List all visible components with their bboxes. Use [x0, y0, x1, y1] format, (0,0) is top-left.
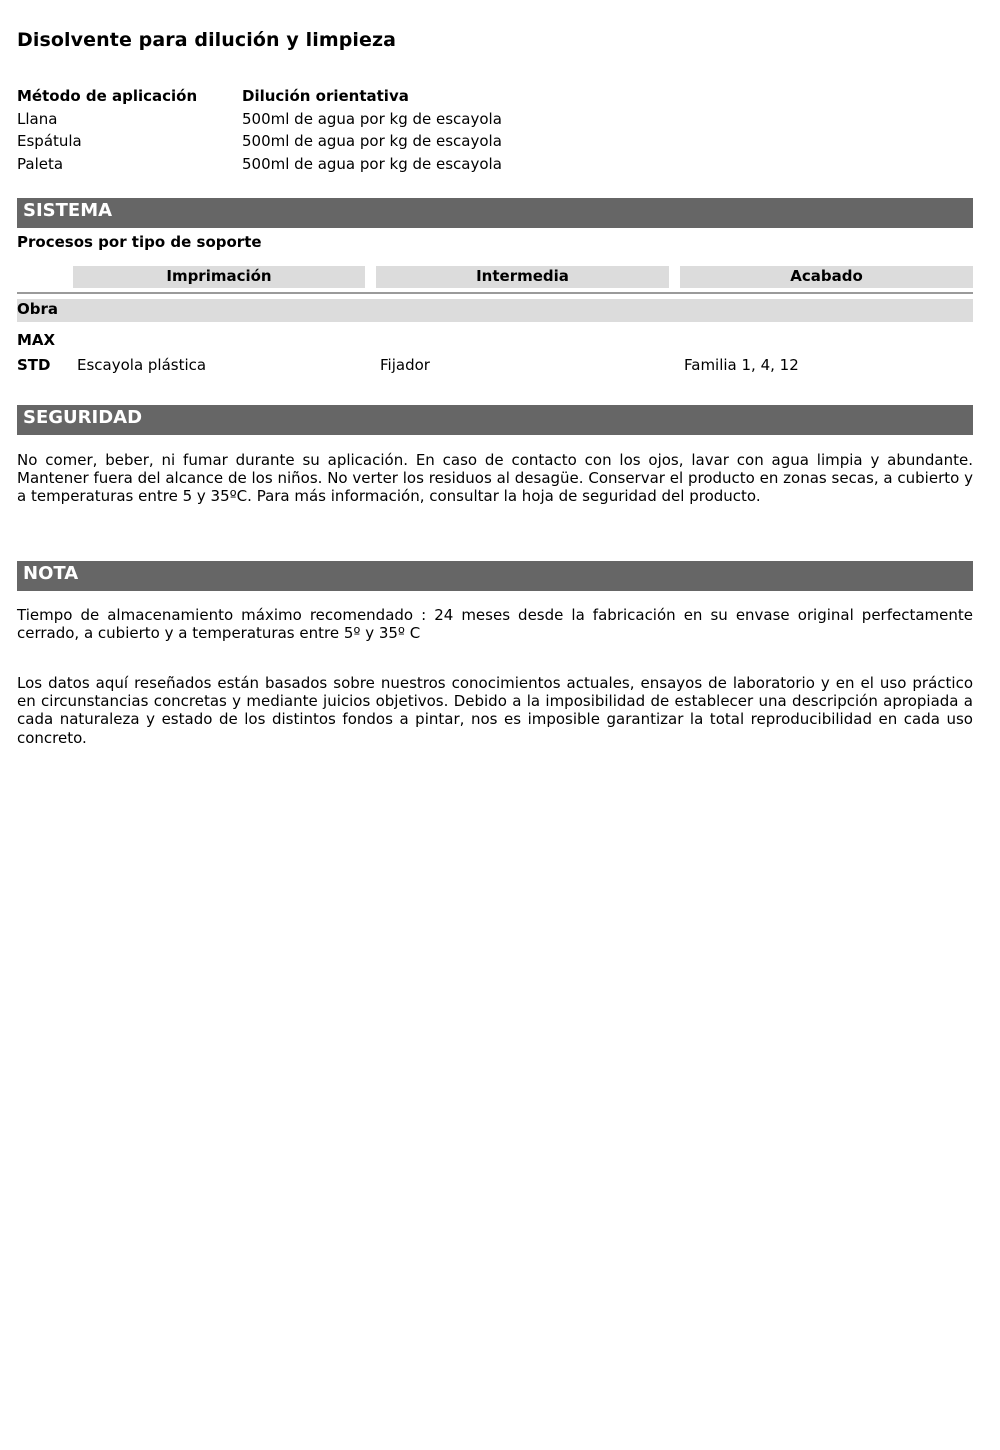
std-acabado-cell: Familia 1, 4, 12 [684, 356, 799, 374]
method-column-header: Método de aplicación [17, 87, 198, 105]
table-row [17, 109, 617, 132]
dilution-table-header [17, 86, 617, 109]
seguridad-section-header: SEGURIDAD [17, 405, 973, 435]
row-label-max: MAX [17, 331, 56, 349]
std-imprimacion-cell: Escayola plástica [77, 356, 207, 374]
column-header-acabado: Acabado [680, 266, 973, 288]
row-label-std: STD [17, 356, 51, 374]
nota-disclaimer-text: Los datos aquí reseñados están basados sobre nuestros conocimientos actuales, ensayos de laboratorio y en el uso práctico en circunstancias concretas y mediante juicios objetivos. Debido a la imposibilidad de establecer una descripción apropiada a cada naturaleza y estado de los distintos fondos a pintar, nos es imposible garantizar la total reproducibilidad en cada uso concreto. [17, 674, 973, 747]
dilution-cell: 500ml de agua por kg de escayola [242, 109, 502, 128]
sistema-subheading: Procesos por tipo de soporte [17, 233, 262, 251]
page-title: Disolvente para dilución y limpieza [17, 29, 397, 51]
sistema-section-header: SISTEMA [17, 198, 973, 228]
method-cell: Llana [17, 109, 58, 128]
std-intermedia-cell: Fijador [380, 356, 430, 374]
dilution-cell: 500ml de agua por kg de escayola [242, 154, 502, 173]
dilution-table [17, 86, 617, 176]
method-cell: Espátula [17, 132, 82, 151]
nota-section-header: NOTA [17, 561, 973, 591]
table-row [17, 131, 617, 154]
seguridad-text: No comer, beber, ni fumar durante su aplicación. En caso de contacto con los ojos, lavar con agua limpia y abundante. Mantener fuera del alcance de los niños. No verter los residuos al desagüe. Conservar el producto en zonas secas, a cubierto y a temperaturas entre 5 y 35ºC. Para más información, consultar la hoja de seguridad del producto. [17, 451, 973, 506]
nota-storage-text: Tiempo de almacenamiento máximo recomendado : 24 meses desde la fabricación en su envase original perfectamente cerrado, a cubierto y a temperaturas entre 5º y 35º C [17, 606, 973, 643]
group-label-obra: Obra [17, 299, 973, 322]
method-cell: Paleta [17, 154, 64, 173]
column-header-imprimacion: Imprimación [73, 266, 365, 288]
dilution-cell: 500ml de agua por kg de escayola [242, 132, 502, 151]
table-divider [17, 292, 973, 294]
column-header-intermedia: Intermedia [376, 266, 669, 288]
dilution-column-header: Dilución orientativa [242, 87, 409, 105]
table-row [17, 154, 617, 177]
